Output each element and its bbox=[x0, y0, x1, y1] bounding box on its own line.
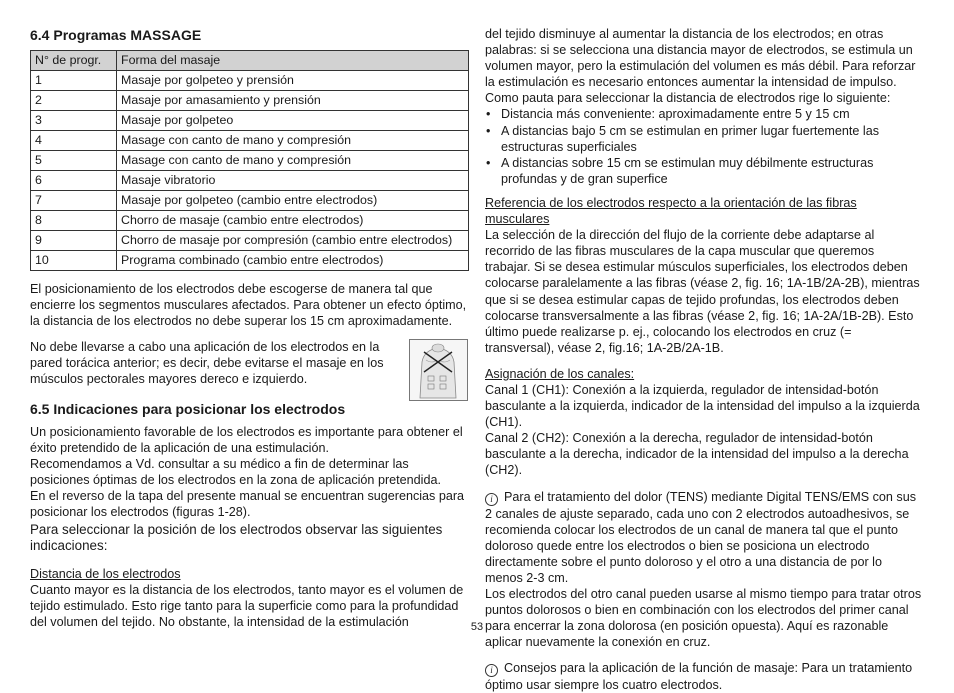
electrode-distance-subheading: Distancia de los electrodos bbox=[30, 567, 181, 582]
table-cell: Masaje por amasamiento y prensión bbox=[117, 91, 469, 111]
list-item: • A distancias sobre 15 cm se estimulan muy débilmente estructuras profundas y de gran superfice bbox=[501, 155, 923, 187]
table-cell: Programa combinado (cambio entre electrodos) bbox=[117, 251, 469, 271]
fiber-orientation-paragraph: La selección de la dirección del flujo de la corriente debe adaptarse al recorrido de las fibras musculares de la capa muscular que queremos trabajar. Si se desea estimular músculos superficiales, los electrodos deben colocarse paralelamente a las fibras (véase 2, fig. 16; 1A-1B/2A-2B), mientras que si se desea estimular capas de tejido profundas, los electrodos deben colocarse transversalmente a las fibras (véase 2, fig. 16; 1A-2A/1B-2B). Esto último puede realizarse p. ej., colocando los electrodos en cruz (= transversal), véase 2, fig.16; 1A-2B/2A-1B. bbox=[485, 228, 920, 355]
table-header-cell: Forma del masaje bbox=[117, 51, 469, 71]
table-cell: 10 bbox=[31, 251, 117, 271]
table-cell: 4 bbox=[31, 131, 117, 151]
table-cell: Masage con canto de mano y compresión bbox=[117, 151, 469, 171]
channel-2-paragraph: Canal 2 (CH2): Conexión a la derecha, regulador de intensidad-botón basculante a la derecha, indicador de la intensidad del impulso a la derecha (CH2). bbox=[485, 431, 909, 478]
table-row bbox=[31, 211, 469, 231]
info-icon: i bbox=[485, 664, 498, 677]
table-cell: Chorro de masaje (cambio entre electrodos) bbox=[117, 211, 469, 231]
table-header-row bbox=[31, 51, 469, 71]
channel-1-paragraph: Canal 1 (CH1): Conexión a la izquierda, regulador de intensidad-botón basculante a la izquierda, indicador de la intensidad del impulso a la izquierda (CH1). bbox=[485, 382, 920, 430]
massage-tip-text: Consejos para la aplicación de la función de masaje: Para un tratamiento óptimo usar siempre los cuatro electrodos. bbox=[485, 661, 913, 693]
table-cell: 2 bbox=[31, 91, 117, 111]
table-cell: 9 bbox=[31, 231, 117, 251]
table-row bbox=[31, 111, 469, 131]
page-number: 53 bbox=[470, 621, 484, 633]
positioning-paragraph-4: Para seleccionar la posición de los electrodos observar las siguientes indicaciones: bbox=[30, 522, 443, 554]
chest-prohibited-figure bbox=[409, 339, 468, 401]
table-cell: Masaje por golpeteo bbox=[117, 111, 469, 131]
positioning-paragraph-2: Recomendamos a Vd. consultar a su médico a fin de determinar las posiciones óptimas de los electrodos en la zona de aplicación pretendida. bbox=[30, 456, 441, 487]
channel-assignment-subheading: Asignación de los canales: bbox=[485, 366, 635, 381]
left-column bbox=[30, 26, 470, 631]
other-channel-paragraph: Los electrodos del otro canal pueden usarse al mismo tiempo para tratar otros puntos dolorosos o bien en combinación con los electrodos del primer canal para encerrar la zona dolorosa (en posición opuesta). Aquí es razonable aplicar nuevamente la conexión en cruz. bbox=[485, 587, 922, 650]
electrode-distance-paragraph: Cuanto mayor es la distancia de los electrodos, tanto mayor es el volumen de tejido estimulado. Esto rige tanto para la superficie como para la profundidad del volumen del tejido. No obstante, la intensidad de la estimulación bbox=[30, 583, 464, 630]
tens-pain-paragraph bbox=[485, 489, 923, 586]
tens-pain-text: Para el tratamiento del dolor (TENS) mediante Digital TENS/EMS con sus 2 canales de ajuste separado, cada uno con 2 electrodos autoadhesivos, se recomienda colocar los electrodos de un canal de manera tal que el punto doloroso quede entre los electrodos o bien se posiciona un electrodo directamente sobre el punto doloroso y el otro a una distancia de por lo menos 2-3 cm. bbox=[485, 489, 917, 585]
list-item: • Distancia más conveniente: aproximadamente entre 5 y 15 cm bbox=[501, 106, 923, 122]
table-cell: Chorro de masaje por compresión (cambio entre electrodos) bbox=[117, 231, 469, 251]
table-header-cell: N° de progr. bbox=[31, 51, 117, 71]
table-cell: 6 bbox=[31, 171, 117, 191]
table-cell: Masaje por golpeteo (cambio entre electrodos) bbox=[117, 191, 469, 211]
table-row bbox=[31, 171, 469, 191]
table-row bbox=[31, 251, 469, 271]
distance-guideline-intro: Como pauta para seleccionar la distancia de electrodos rige lo siguiente: bbox=[485, 91, 891, 106]
distance-continued-paragraph: del tejido disminuye al aumentar la distancia de los electrodos; en otras palabras: si se selecciona una distancia mayor de electrodos, se estimula un volumen mayor, pero la estimulación del volumen es más débil. Para reforzar la estimulación es necesario entonces aumentar la intensidad de impulso. bbox=[485, 27, 916, 90]
positioning-paragraph-1: Un posicionamiento favorable de los electrodos es importante para obtener el éxito pretendido de la aplicación de una estimulación. bbox=[30, 424, 463, 455]
table-cell: Masaje por golpeteo y prensión bbox=[117, 71, 469, 91]
electrode-positioning-paragraph: El posicionamiento de los electrodos debe escogerse de manera tal que encierre los segmentos musculares afectados. Para obtener un efecto óptimo, la distancia de los electrodos no debe superar los 15 cm aproximadamente. bbox=[30, 282, 467, 329]
fiber-orientation-subheading: Referencia de los electrodos respecto a la orientación de las fibras musculares bbox=[485, 195, 857, 227]
table-row bbox=[31, 91, 469, 111]
table-cell: Masaje vibratorio bbox=[117, 171, 469, 191]
table-row bbox=[31, 231, 469, 251]
table-cell: 1 bbox=[31, 71, 117, 91]
table-row bbox=[31, 131, 469, 151]
table-row bbox=[31, 151, 469, 171]
section-heading-positioning: 6.5 Indicaciones para posicionar los electrodos bbox=[30, 400, 346, 417]
list-item: • A distancias bajo 5 cm se estimulan en primer lugar fuertemente las estructuras superficiales bbox=[501, 123, 923, 155]
chest-warning-block bbox=[30, 339, 470, 387]
table-row bbox=[31, 191, 469, 211]
massage-tip-paragraph bbox=[485, 660, 923, 693]
table-cell: 3 bbox=[31, 111, 117, 131]
torso-crossed-icon bbox=[410, 340, 467, 400]
programs-table bbox=[30, 50, 469, 271]
table-cell: 7 bbox=[31, 191, 117, 211]
table-cell: 5 bbox=[31, 151, 117, 171]
info-icon: i bbox=[485, 493, 498, 506]
chest-warning-text: No debe llevarse a cabo una aplicación de los electrodos en la pared torácica anterior; es decir, debe evitarse el masaje en los músculos pectorales mayores dereco e izquierdo. bbox=[30, 340, 384, 387]
table-row bbox=[31, 71, 469, 91]
table-cell: Masage con canto de mano y compresión bbox=[117, 131, 469, 151]
positioning-paragraph-3: En el reverso de la tapa del presente manual se encuentran sugerencias para posicionar los electrodos (figuras 1-28). bbox=[30, 488, 465, 520]
right-column bbox=[485, 26, 923, 693]
section-heading-massage: 6.4 Programas MASSAGE bbox=[30, 27, 202, 43]
distance-guideline-list bbox=[485, 106, 923, 186]
table-cell: 8 bbox=[31, 211, 117, 231]
